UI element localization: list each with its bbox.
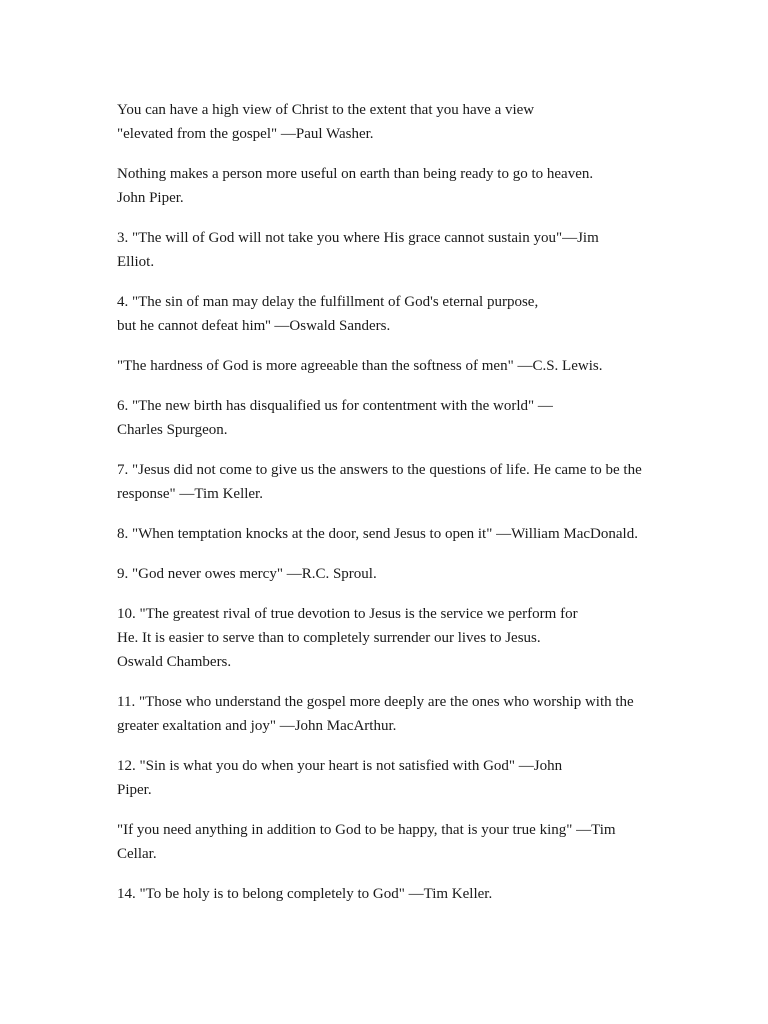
quote-paragraph: [117, 98, 677, 146]
quote-line: You can have a high view of Christ to the extent that you have a view: [117, 102, 535, 118]
quote-line: 4. "The sin of man may delay the fulfillment of God's eternal purpose,: [117, 294, 539, 310]
quote-line: Cellar.: [117, 846, 157, 862]
quote-paragraph: [117, 290, 677, 338]
quote-list: [117, 98, 677, 922]
quote-line: Charles Spurgeon.: [117, 422, 228, 438]
quote-paragraph: [117, 162, 677, 210]
quote-line: 8. "When temptation knocks at the door, send Jesus to open it" —William MacDonald.: [117, 526, 638, 542]
quote-line: "elevated from the gospel" —Paul Washer.: [117, 126, 374, 142]
quote-line: Nothing makes a person more useful on earth than being ready to go to heaven.: [117, 166, 594, 182]
quote-paragraph: [117, 394, 677, 442]
quote-line: 11. "Those who understand the gospel more deeply are the ones who worship with the: [117, 694, 634, 710]
quote-line: He. It is easier to serve than to completely surrender our lives to Jesus.: [117, 630, 541, 646]
quote-line: 14. "To be holy is to belong completely to God" —Tim Keller.: [117, 886, 493, 902]
quote-paragraph: [117, 690, 677, 738]
quote-line: greater exaltation and joy" —John MacArthur.: [117, 718, 397, 734]
quote-line: Oswald Chambers.: [117, 654, 232, 670]
quote-paragraph: [117, 562, 677, 586]
quote-line: 3. "The will of God will not take you where His grace cannot sustain you"—Jim: [117, 230, 599, 246]
quote-line: 12. "Sin is what you do when your heart is not satisfied with God" —John: [117, 758, 563, 774]
quote-line: response" —Tim Keller.: [117, 486, 263, 502]
quote-paragraph: [117, 522, 677, 546]
quote-line: 10. "The greatest rival of true devotion to Jesus is the service we perform for: [117, 606, 578, 622]
quote-line: 7. "Jesus did not come to give us the answers to the questions of life. He came to be the: [117, 462, 642, 478]
quote-paragraph: [117, 354, 677, 378]
quote-paragraph: [117, 226, 677, 274]
quote-line: but he cannot defeat him'' —Oswald Sanders.: [117, 318, 391, 334]
quote-line: Elliot.: [117, 254, 155, 270]
quote-line: "If you need anything in addition to God to be happy, that is your true king" —Tim: [117, 822, 616, 838]
quote-line: 6. "The new birth has disqualified us for contentment with the world" —: [117, 398, 553, 414]
quote-line: John Piper.: [117, 190, 184, 206]
quote-paragraph: [117, 602, 677, 674]
quote-line: "The hardness of God is more agreeable than the softness of men" —C.S. Lewis.: [117, 358, 603, 374]
quote-line: 9. "God never owes mercy" —R.C. Sproul.: [117, 566, 377, 582]
quote-paragraph: [117, 458, 677, 506]
quote-paragraph: [117, 754, 677, 802]
quote-line: Piper.: [117, 782, 152, 798]
quote-paragraph: [117, 882, 677, 906]
quote-paragraph: [117, 818, 677, 866]
